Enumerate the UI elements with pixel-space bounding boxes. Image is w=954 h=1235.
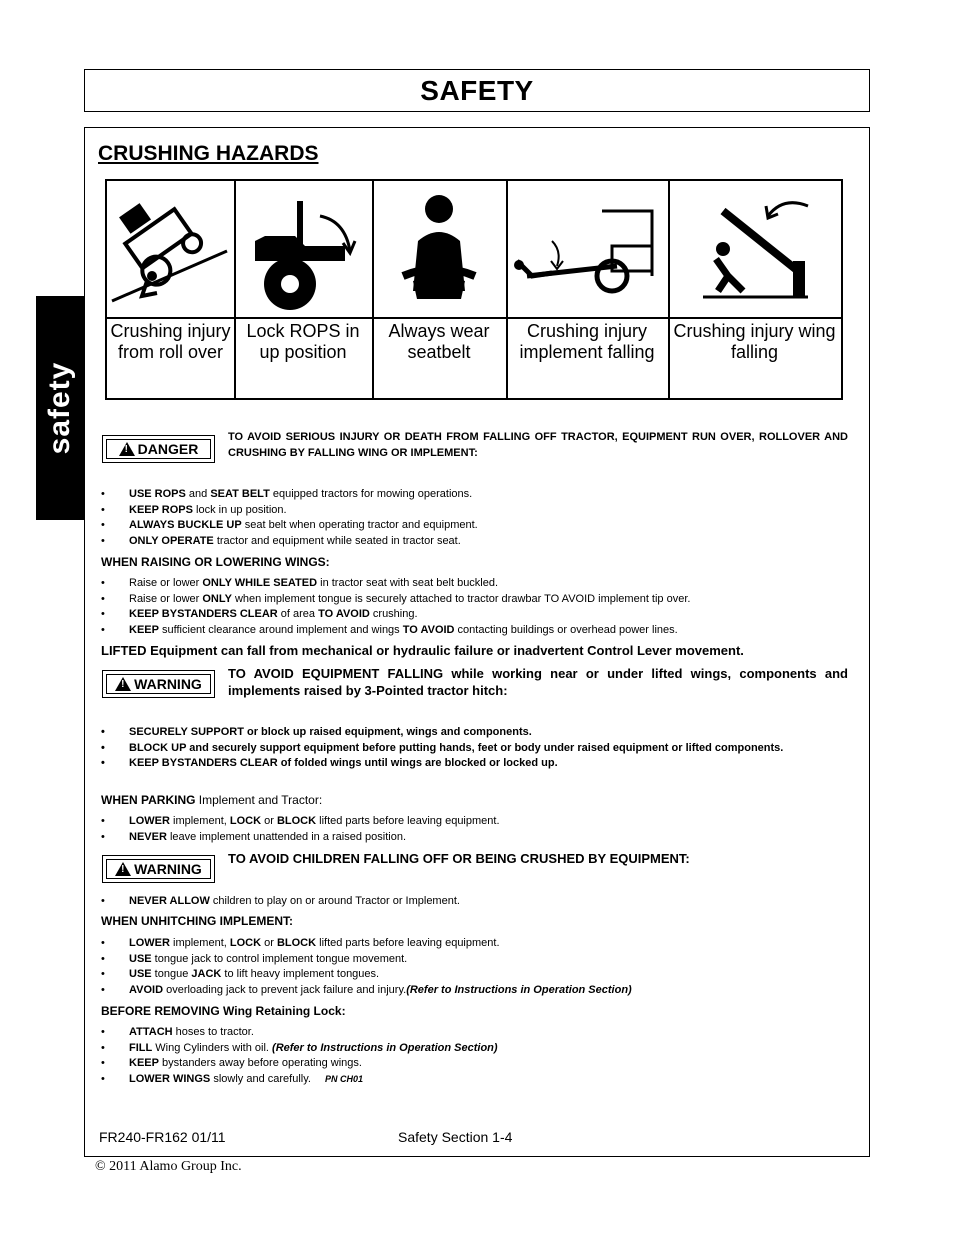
hazard-caption-line2: implement falling xyxy=(519,342,655,362)
list-item: • NEVER ALLOW children to play on or around Tractor or Implement. xyxy=(101,894,851,910)
warning-message: TO AVOID EQUIPMENT FALLING while working near or under lifted wings, components and implements raised by 3-Pointed tractor hitch: xyxy=(228,666,848,698)
hazard-caption-line1: Crushing injury wing xyxy=(673,321,836,341)
page-title: SAFETY xyxy=(420,75,534,106)
heading-remove-lock: BEFORE REMOVING Wing Retaining Lock: xyxy=(101,1004,346,1018)
seatbelt-icon xyxy=(372,181,506,319)
heading-parking: WHEN PARKING Implement and Tractor: xyxy=(101,793,323,807)
list-item: • KEEP BYSTANDERS CLEAR of area TO AVOID crushing. xyxy=(101,607,851,623)
list-item: • KEEP bystanders away before operating wings. xyxy=(101,1056,851,1072)
list-item: • LOWER implement, LOCK or BLOCK lifted parts before leaving equipment. xyxy=(101,936,851,952)
list-item: • KEEP sufficient clearance around implement and wings TO AVOID contacting buildings or overhead power lines. xyxy=(101,623,851,639)
hazard-caption-line2: falling xyxy=(730,342,779,362)
heading-wings: WHEN RAISING OR LOWERING WINGS: xyxy=(101,555,330,569)
warning-triangle-icon xyxy=(115,677,131,691)
hazard-caption-line1: Crushing injury xyxy=(110,321,231,341)
list-item: • USE tongue JACK to lift heavy implement tongues. xyxy=(101,967,851,983)
page-header xyxy=(84,69,870,112)
list-item: • FILL Wing Cylinders with oil. (Refer to Instructions in Operation Section) xyxy=(101,1041,851,1057)
list-item: • ATTACH hoses to tractor. xyxy=(101,1025,851,1041)
hazard-caption-line2: up position xyxy=(259,342,347,362)
warning-sign xyxy=(102,670,215,698)
list-support xyxy=(101,725,846,772)
copyright: © 2011 Alamo Group Inc. xyxy=(95,1159,242,1174)
danger-sign xyxy=(102,435,215,463)
warning-triangle-icon xyxy=(115,862,131,876)
hazard-cell-seatbelt xyxy=(372,181,508,398)
list-item: • Raise or lower ONLY when implement tongue is securely attached to tractor drawbar TO AVOID implement tip over. xyxy=(101,592,851,608)
hazard-cell-implement-falling xyxy=(506,181,670,398)
implement-falling-icon xyxy=(506,181,668,319)
warning-label: WARNING xyxy=(134,676,202,692)
list-item: • SECURELY SUPPORT or block up raised equipment, wings and components. xyxy=(101,725,846,741)
list-general-safety xyxy=(101,487,851,549)
heading-unhitch: WHEN UNHITCHING IMPLEMENT: xyxy=(101,914,293,928)
hazard-pictogram-table xyxy=(105,179,843,400)
hazard-caption-line1: Crushing injury xyxy=(526,321,648,341)
warning-label: WARNING xyxy=(134,861,202,877)
wing-falling-icon xyxy=(668,181,841,319)
list-wings xyxy=(101,576,851,638)
footer-model: FR240-FR162 01/11 xyxy=(99,1129,226,1145)
footer-section: Safety Section 1-4 xyxy=(398,1129,513,1145)
list-item: • KEEP ROPS lock in up position. xyxy=(101,503,851,519)
list-remove-lock xyxy=(101,1025,851,1087)
hazard-caption-line1: Always wear xyxy=(388,321,490,341)
list-item: • KEEP BYSTANDERS CLEAR of folded wings until wings are blocked or locked up. xyxy=(101,756,846,772)
side-tab xyxy=(36,296,84,520)
danger-message: TO AVOID SERIOUS INJURY OR DEATH FROM FALLING OFF TRACTOR, EQUIPMENT RUN OVER, ROLLOVER AND CRUSHING BY FALLING WING OR IMPLEMENT: xyxy=(228,431,848,459)
hazard-caption-line2: from roll over xyxy=(117,342,224,362)
part-number: PN CH01 xyxy=(324,1073,363,1084)
hazard-cell-rops xyxy=(234,181,374,398)
list-unhitch xyxy=(101,936,851,998)
list-item: • LOWER WINGS slowly and carefully. PN CH01 xyxy=(101,1072,851,1088)
list-parking xyxy=(101,814,851,845)
hazard-caption-line1: Lock ROPS in xyxy=(246,321,360,341)
warning-message: TO AVOID CHILDREN FALLING OFF OR BEING CRUSHED BY EQUIPMENT: xyxy=(228,851,690,866)
lifted-equipment-note: LIFTED Equipment can fall from mechanical or hydraulic failure or inadvertent Control Lever movement. xyxy=(101,643,744,658)
list-item: • BLOCK UP and securely support equipment before putting hands, feet or body under raised equipment or lifted components. xyxy=(101,741,846,757)
list-item: • AVOID overloading jack to prevent jack failure and injury.(Refer to Instructions in Operation Section) xyxy=(101,983,851,999)
list-item: • USE ROPS and SEAT BELT equipped tractors for mowing operations. xyxy=(101,487,851,503)
rollover-tractor-icon xyxy=(107,181,234,319)
list-item: • LOWER implement, LOCK or BLOCK lifted parts before leaving equipment. xyxy=(101,814,851,830)
rops-lock-icon xyxy=(234,181,372,319)
list-item: • NEVER leave implement unattended in a raised position. xyxy=(101,830,851,846)
list-item: • ONLY OPERATE tractor and equipment while seated in tractor seat. xyxy=(101,534,851,550)
warning-sign xyxy=(102,855,215,883)
hazard-caption-line2: seatbelt xyxy=(407,342,471,362)
list-children xyxy=(101,894,851,910)
warning-triangle-icon xyxy=(119,442,135,456)
hazard-cell-wing-falling xyxy=(668,181,841,398)
list-item: • ALWAYS BUCKLE UP seat belt when operating tractor and equipment. xyxy=(101,518,851,534)
hazard-cell-rollover xyxy=(107,181,236,398)
list-item: • Raise or lower ONLY WHILE SEATED in tractor seat with seat belt buckled. xyxy=(101,576,851,592)
side-tab-label: safety xyxy=(43,361,76,455)
list-item: • USE tongue jack to control implement tongue movement. xyxy=(101,952,851,968)
section-title: CRUSHING HAZARDS xyxy=(98,142,319,165)
danger-label: DANGER xyxy=(137,441,199,457)
